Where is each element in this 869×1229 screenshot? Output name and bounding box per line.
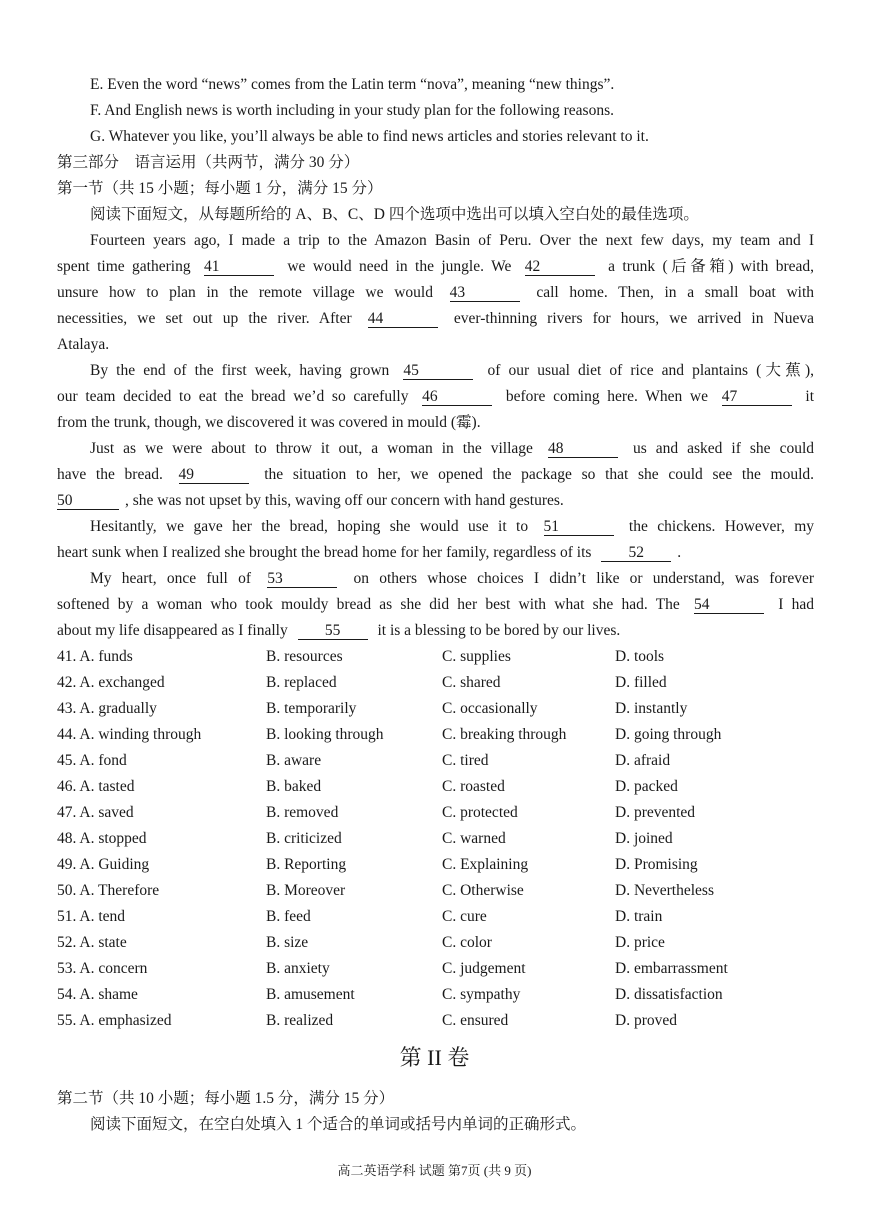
blank-52: 52 xyxy=(601,544,671,562)
page-footer: 高二英语学科 试题 第7页 (共 9 页) xyxy=(337,1163,532,1178)
question-row xyxy=(57,777,817,797)
question-row xyxy=(57,907,817,927)
option-b: B. size xyxy=(266,934,309,951)
question-row xyxy=(57,699,817,719)
section1-heading: 第一节（共 15 小题；每小题 1 分，满分 15 分） xyxy=(57,180,383,197)
option-a: 42. A. exchanged xyxy=(57,674,165,691)
option-a: 48. A. stopped xyxy=(57,830,147,847)
option-d: D. embarrassment xyxy=(615,960,728,977)
passage-line: necessities, we set out up the river. After 44 ever-thinning rivers for hours, we arrived in Nueva xyxy=(57,310,815,327)
passage-line: have the bread. 49 the situation to her, we opened the package so that she could see the mould. xyxy=(57,466,815,483)
question-row xyxy=(57,985,817,1005)
option-b: B. Reporting xyxy=(266,856,347,873)
question-row xyxy=(57,933,817,953)
option-d: D. dissatisfaction xyxy=(615,986,723,1003)
blank-45: 45 xyxy=(403,362,473,380)
option-a: 43. A. gradually xyxy=(57,700,157,717)
section2-heading: 第二节（共 10 小题；每小题 1.5 分，满分 15 分） xyxy=(57,1090,395,1107)
option-d: D. going through xyxy=(615,726,722,743)
option-b: B. temporarily xyxy=(266,700,357,717)
option-b: B. feed xyxy=(266,908,311,925)
option-b: B. resources xyxy=(266,648,343,665)
passage-line: softened by a woman who took mouldy bread as she did her best with what she had. The 54 I had xyxy=(57,596,814,613)
option-c: C. breaking through xyxy=(442,726,567,743)
passage-line: heart sunk when I realized she brought the bread home for her family, regardless of its 52 . xyxy=(57,544,682,561)
section2-instruction: 阅读下面短文，在空白处填入 1 个适合的单词或括号内单词的正确形式。 xyxy=(90,1116,587,1133)
passage-line: Hesitantly, we gave her the bread, hoping she would use it to 51 the chickens. However, my xyxy=(90,518,815,535)
option-b: B. realized xyxy=(266,1012,334,1029)
option-c: C. sympathy xyxy=(442,986,521,1003)
blank-53: 53 xyxy=(267,570,337,588)
option-b: B. amusement xyxy=(266,986,355,1003)
option-c: C. roasted xyxy=(442,778,505,795)
option-a: 41. A. funds xyxy=(57,648,133,665)
option-c: C. color xyxy=(442,934,492,951)
option-e: E. Even the word “news” comes from the Latin term “nova”, meaning “new things”. xyxy=(90,76,615,93)
option-c: C. cure xyxy=(442,908,487,925)
blank-46: 46 xyxy=(422,388,492,406)
option-d: D. Promising xyxy=(615,856,698,873)
blank-47: 47 xyxy=(722,388,792,406)
option-a: 50. A. Therefore xyxy=(57,882,160,899)
passage-line: from the trunk, though, we discovered it was covered in mould (霉). xyxy=(57,414,481,431)
option-a: 46. A. tasted xyxy=(57,778,135,795)
option-d: D. packed xyxy=(615,778,678,795)
option-c: C. Otherwise xyxy=(442,882,524,899)
question-row xyxy=(57,673,817,693)
option-b: B. aware xyxy=(266,752,322,769)
option-a: 44. A. winding through xyxy=(57,726,202,743)
passage-line: Atalaya. xyxy=(57,336,110,353)
blank-43: 43 xyxy=(450,284,520,302)
blank-55: 55 xyxy=(298,622,368,640)
option-d: D. tools xyxy=(615,648,665,665)
option-b: B. baked xyxy=(266,778,322,795)
blank-51: 51 xyxy=(544,518,614,536)
option-d: D. price xyxy=(615,934,665,951)
passage-line: By the end of the first week, having grown 45 of our usual diet of rice and plantains (大蕉), xyxy=(90,362,815,379)
blank-48: 48 xyxy=(548,440,618,458)
passage-line: 50 , she was not upset by this, waving off our concern with hand gestures. xyxy=(57,492,564,509)
option-c: C. shared xyxy=(442,674,501,691)
option-a: 51. A. tend xyxy=(57,908,126,925)
option-a: 52. A. state xyxy=(57,934,127,951)
question-row xyxy=(57,647,817,667)
question-row xyxy=(57,803,817,823)
option-d: D. filled xyxy=(615,674,667,691)
question-row xyxy=(57,1011,817,1031)
blank-42: 42 xyxy=(525,258,595,276)
passage-line: about my life disappeared as I finally 55 it is a blessing to be bored by our lives. xyxy=(57,622,621,639)
option-d: D. train xyxy=(615,908,663,925)
option-c: C. protected xyxy=(442,804,518,821)
option-a: 45. A. fond xyxy=(57,752,127,769)
option-c: C. occasionally xyxy=(442,700,538,717)
option-f: F. And English news is worth including in your study plan for the following reasons. xyxy=(90,102,614,119)
passage-line: My heart, once full of 53 on others whose choices I didn’t like or understand, was forever xyxy=(90,570,814,587)
option-d: D. instantly xyxy=(615,700,688,717)
part3-heading: 第三部分 语言运用（共两节，满分 30 分） xyxy=(57,154,360,171)
blank-54: 54 xyxy=(694,596,764,614)
passage-line: spent time gathering 41 we would need in the jungle. We 42 a trunk (后备箱) with bread, xyxy=(57,258,815,275)
question-row xyxy=(57,855,817,875)
option-d: D. proved xyxy=(615,1012,677,1029)
option-c: C. judgement xyxy=(442,960,526,977)
question-row xyxy=(57,751,817,771)
blank-49: 49 xyxy=(179,466,249,484)
question-row xyxy=(57,881,817,901)
option-a: 55. A. emphasized xyxy=(57,1012,172,1029)
option-c: C. warned xyxy=(442,830,506,847)
passage-line: our team decided to eat the bread we’d so carefully 46 before coming here. When we 47 it xyxy=(57,388,815,405)
passage-line: unsure how to plan in the remote village we would 43 call home. Then, in a small boat with xyxy=(57,284,815,301)
option-b: B. anxiety xyxy=(266,960,330,977)
option-d: D. Nevertheless xyxy=(615,882,714,899)
blank-41: 41 xyxy=(204,258,274,276)
passage-line: Fourteen years ago, I made a trip to the Amazon Basin of Peru. Over the next few days, my team and I xyxy=(90,232,814,249)
option-b: B. removed xyxy=(266,804,339,821)
option-a: 47. A. saved xyxy=(57,804,134,821)
option-c: C. supplies xyxy=(442,648,511,665)
option-b: B. replaced xyxy=(266,674,337,691)
option-b: B. criticized xyxy=(266,830,342,847)
blank-44: 44 xyxy=(368,310,438,328)
option-c: C. ensured xyxy=(442,1012,509,1029)
blank-50: 50 xyxy=(57,492,119,510)
option-g: G. Whatever you like, you’ll always be able to find news articles and stories relevant to it. xyxy=(90,128,649,145)
volume-title: 第 II 卷 xyxy=(399,1045,470,1070)
question-row xyxy=(57,829,817,849)
option-a: 53. A. concern xyxy=(57,960,148,977)
option-c: C. tired xyxy=(442,752,489,769)
option-d: D. afraid xyxy=(615,752,671,769)
option-b: B. Moreover xyxy=(266,882,346,899)
option-a: 54. A. shame xyxy=(57,986,138,1003)
question-row xyxy=(57,725,817,745)
option-c: C. Explaining xyxy=(442,856,529,873)
option-b: B. looking through xyxy=(266,726,384,743)
question-row xyxy=(57,959,817,979)
passage-line: Just as we were about to throw it out, a woman in the village 48 us and asked if she could xyxy=(90,440,814,457)
option-d: D. prevented xyxy=(615,804,696,821)
option-a: 49. A. Guiding xyxy=(57,856,150,873)
option-d: D. joined xyxy=(615,830,673,847)
section1-instruction: 阅读下面短文，从每题所给的 A、B、C、D 四个选项中选出可以填入空白处的最佳选项。 xyxy=(90,206,699,223)
